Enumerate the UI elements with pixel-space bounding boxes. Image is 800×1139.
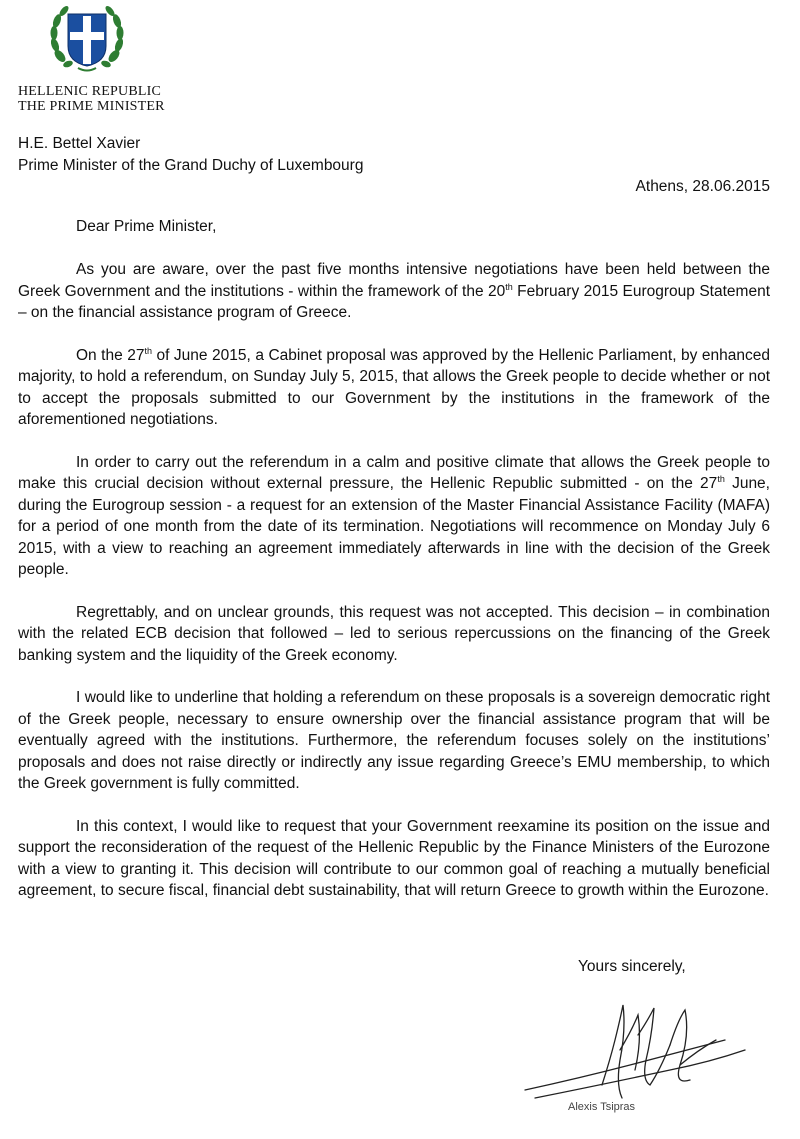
- signature-name: Alexis Tsipras: [568, 1101, 636, 1113]
- ordinal-suffix: th: [717, 474, 725, 484]
- letter-body: [18, 259, 770, 923]
- recipient-name: H.E. Bettel Xavier: [18, 135, 141, 152]
- paragraph-3-text-b: June, during the Eurogroup session - a request for an extension of the Master Financial Assistance Facility (MAFA) for a period of one month from the date of its termination. Negotiations will recommence on Monday July 6 2015, with a view to reaching an agreement immediately afterwards in line with the decision of the Greek people.: [18, 475, 770, 578]
- ordinal-suffix: th: [505, 281, 513, 292]
- greek-coat-of-arms-icon: [48, 2, 126, 74]
- paragraph-1: [18, 259, 770, 324]
- handwritten-signature-icon: [520, 990, 760, 1130]
- ordinal-suffix: th: [144, 345, 152, 356]
- recipient-title: Prime Minister of the Grand Duchy of Luxembourg: [18, 157, 364, 174]
- paragraph-4: Regrettably, and on unclear grounds, this request was not accepted. This decision – in combination with the related ECB decision that followed – led to serious repercussions on the financing of the Greek banking system and the liquidity of the Greek economy.: [18, 603, 770, 664]
- recipient-block: [18, 133, 363, 177]
- paragraph-5: I would like to underline that holding a referendum on these proposals is a sovereign democratic right of the Greek people, necessary to ensure ownership over the financial assistance program that will be eventually agreed with the institutions. Furthermore, the referendum focuses solely on the institutions’ proposals and does not raise directly or indirectly any issue regarding Greece’s EMU membership, to which the Greek government is fully committed.: [18, 689, 770, 792]
- letterhead-line-prime-minister: THE PRIME MINISTER: [18, 99, 165, 114]
- paragraph-6: In this context, I would like to request that your Government reexamine its position on the issue and support the reconsideration of the request of the Hellenic Republic by the Finance Ministers of the Eurozone with a view to granting it. This decision will contribute to our common goal of reaching a mutually beneficial agreement, to secure fiscal, financial debt sustainability, that will return Greece to growth within the Eurozone.: [18, 817, 770, 899]
- paragraph-3: [18, 452, 770, 581]
- letterhead-line-republic: HELLENIC REPUBLIC: [18, 84, 162, 99]
- paragraph-2-text-b: of June 2015, a Cabinet proposal was approved by the Hellenic Parliament, by enhanced majority, to hold a referendum, on Sunday July 5, 2015, that allows the Greek people to decide whether or not to accept the proposals submitted to our Government by the institutions in the framework of the aforementioned negotiations.: [18, 346, 770, 428]
- paragraph-1-text-a: As you are aware, over the past five months intensive negotiations have been held between the Greek Government and the institutions - within the framework of the 20: [18, 261, 770, 300]
- paragraph-3-text-a: In order to carry out the referendum in a calm and positive climate that allows the Greek people to make this crucial decision without external pressure, the Hellenic Republic submitted - on the 27: [18, 453, 770, 492]
- salutation: Dear Prime Minister,: [76, 218, 217, 235]
- paragraph-2: [18, 345, 770, 431]
- letterhead: [18, 84, 165, 114]
- paragraph-2-text-a: On the 27: [76, 346, 145, 364]
- letter-date: Athens, 28.06.2015: [635, 178, 770, 195]
- closing: Yours sincerely,: [578, 958, 686, 975]
- paragraph-1-text-b: February 2015 Eurogroup Statement – on the financial assistance program of Greece.: [18, 282, 770, 321]
